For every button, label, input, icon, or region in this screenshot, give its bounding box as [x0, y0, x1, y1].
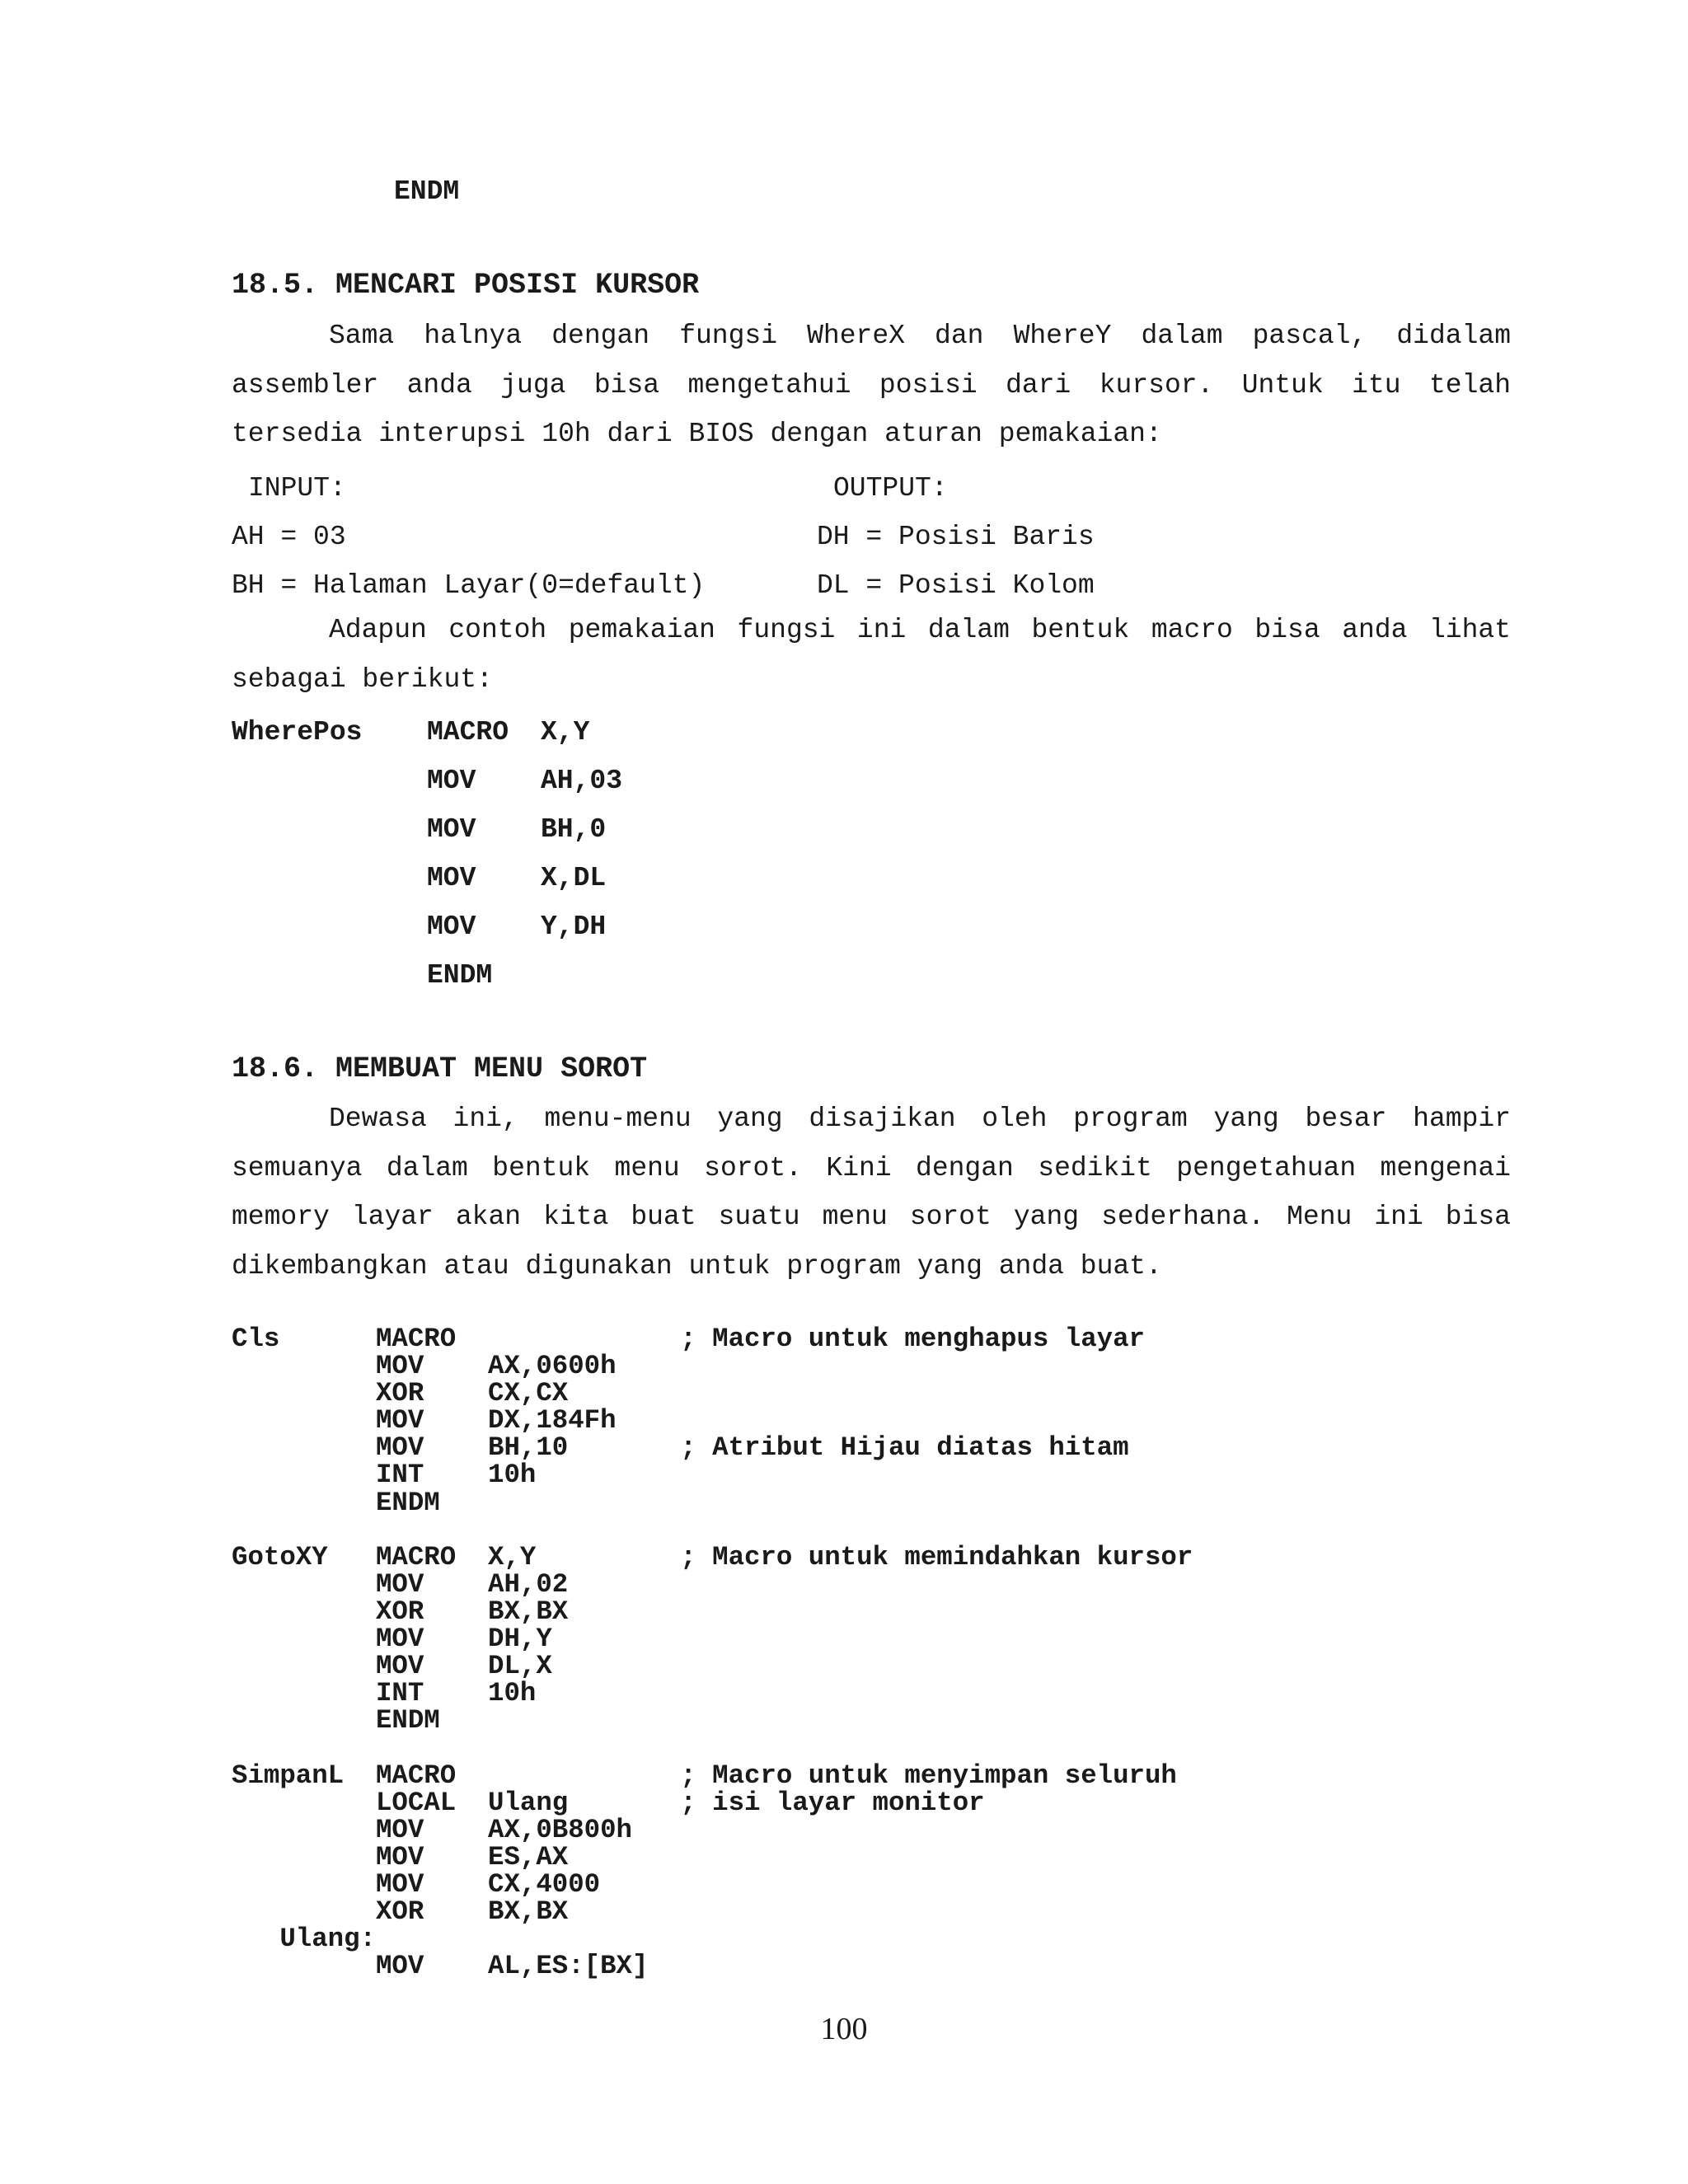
input-line-bh: BH = Halaman Layar(0=default) — [232, 570, 706, 601]
input-line-ah: AH = 03 — [232, 522, 346, 552]
menu-sorot-code-listing: Cls MACRO ; Macro untuk menghapus layar MOV AX,0600h XOR CX,CX MOV DX,184Fh MOV BH,10 ; Atribut Hijau diatas hitam INT 10h ENDM GotoXY MACRO X,Y ; Macro untuk memindahkan kursor MOV AH,02 XOR BX,BX MOV DH,Y MOV DL,X INT 10h ENDM SimpanL MACRO ; Macro untuk menyimpan seluruh LOCAL Ulang ; isi layar monitor MOV AX,0B800h MOV ES,AX MOV CX,4000 XOR BX,BX Ulang: MOV AL,ES:[BX] — [232, 1324, 1193, 1982]
output-label: OUTPUT: — [833, 473, 948, 504]
output-line-dl: DL = Posisi Kolom — [817, 570, 1095, 601]
section-18-5-paragraph-2: Adapun contoh pemakaian fungsi ini dalam bentuk macro bisa anda lihat sebagai berikut: — [232, 615, 1511, 695]
macro-op: MOV — [427, 766, 476, 796]
macro-op: MOV — [427, 912, 476, 942]
input-label: INPUT: — [248, 473, 346, 504]
macro-op: ENDM — [427, 960, 493, 991]
macro-op: MOV — [427, 814, 476, 845]
macro-op: MOV — [427, 863, 476, 893]
macro-name: WherePos — [232, 717, 363, 748]
section-18-6-paragraph: Dewasa ini, menu-menu yang disajikan oleh program yang besar hampir semuanya dalam bentuk menu sorot. Kini dengan sedikit pengetahuan mengenai memory layar akan kita buat suatu menu sorot yang sederhana. Menu ini bisa dikembangkan atau digunakan untuk program yang anda buat. — [232, 1104, 1511, 1282]
macro-arg: BH,0 — [541, 814, 607, 845]
output-line-dh: DH = Posisi Baris — [817, 522, 1095, 552]
section-heading-18-6: 18.6. MEMBUAT MENU SOROT — [232, 1052, 648, 1085]
macro-op: MACRO — [427, 717, 509, 748]
section-18-5-paragraph-1: Sama halnya dengan fungsi WhereX dan WhereY dalam pascal, didalam assembler anda juga bisa mengetahui posisi dari kursor. Untuk itu telah tersedia interupsi 10h dari BIOS dengan aturan pemakaian: — [232, 321, 1511, 449]
code-endm-top: ENDM — [394, 176, 460, 207]
section-heading-18-5: 18.5. MENCARI POSISI KURSOR — [232, 269, 700, 302]
macro-arg: Y,DH — [541, 912, 607, 942]
macro-arg: AH,03 — [541, 766, 623, 796]
page-number: 100 — [820, 2012, 868, 2046]
macro-arg: X,DL — [541, 863, 607, 893]
macro-arg: X,Y — [541, 717, 590, 748]
